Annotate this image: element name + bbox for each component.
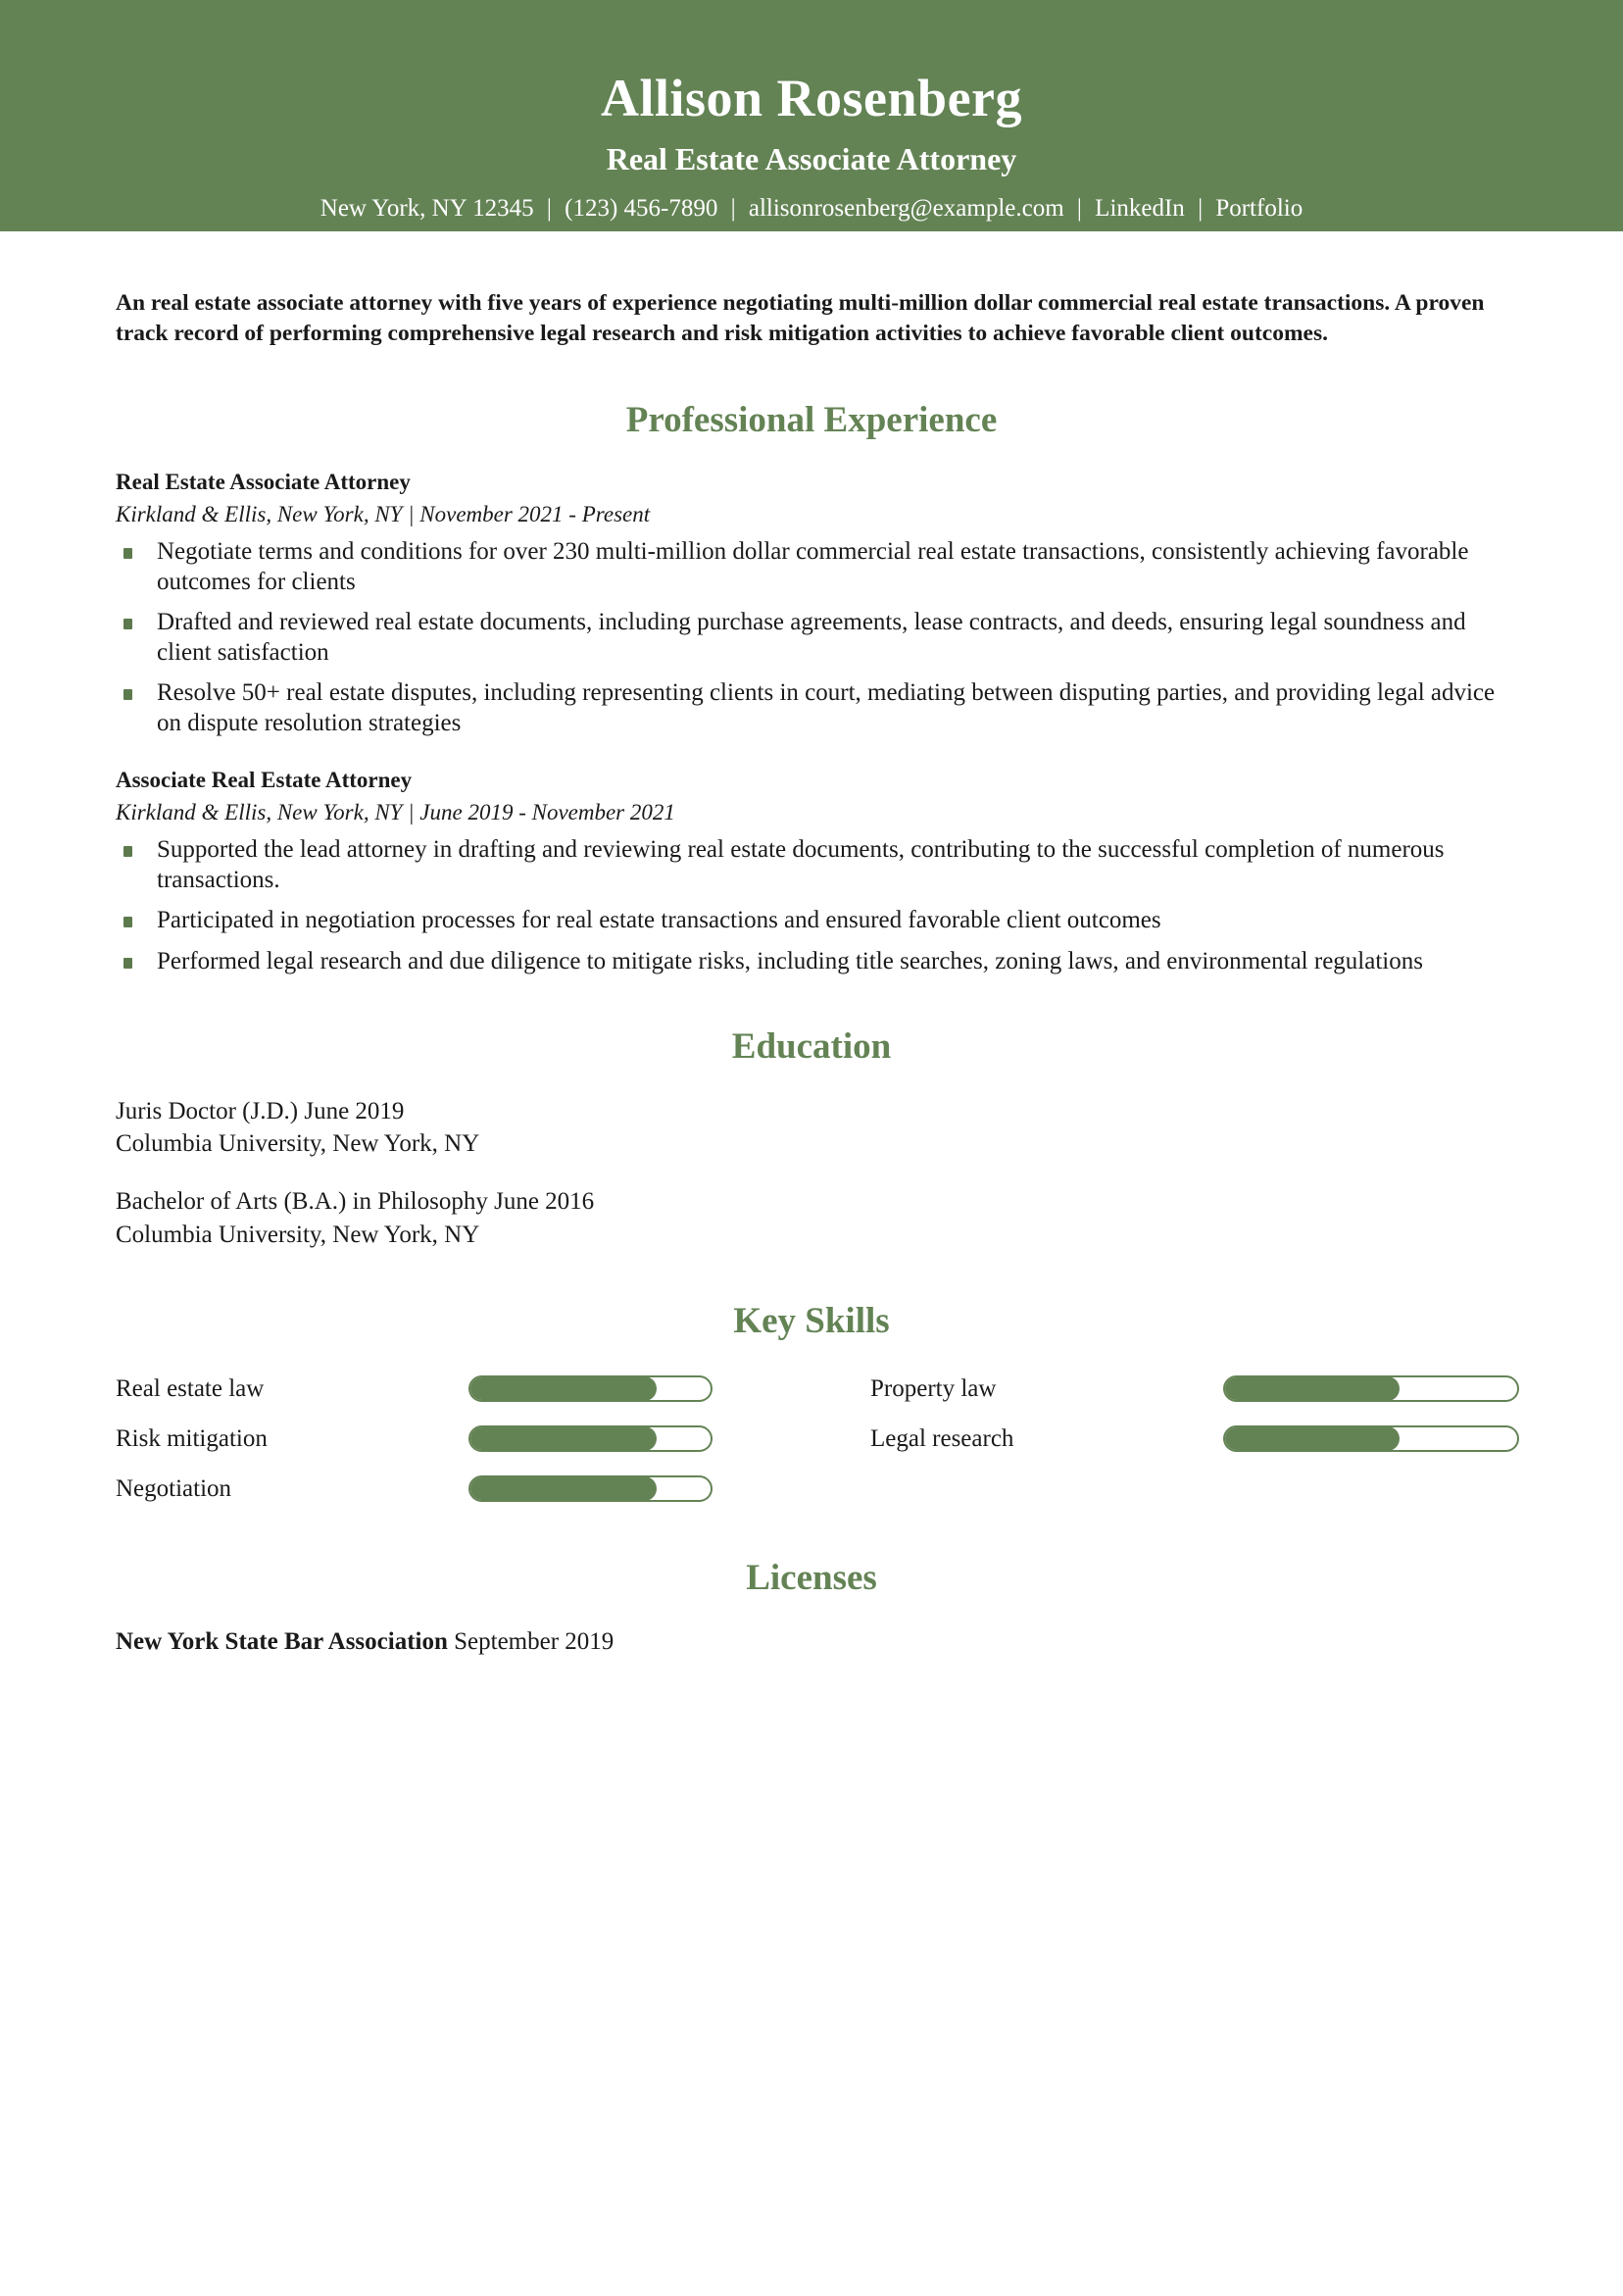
skill-label: Legal research bbox=[870, 1424, 1014, 1452]
list-item bbox=[116, 947, 1507, 977]
skill-level-fill bbox=[469, 1426, 657, 1451]
experience-company-dates: Kirkland & Ellis, New York, NY | June 2019 - November 2021 bbox=[116, 800, 675, 825]
education-degree: Juris Doctor (J.D.) June 2019 bbox=[116, 1097, 405, 1124]
skill-label: Property law bbox=[870, 1374, 997, 1402]
list-item bbox=[116, 835, 1507, 895]
skills-grid bbox=[116, 1369, 1507, 1508]
list-item bbox=[116, 608, 1507, 668]
contact-separator: | bbox=[546, 194, 552, 222]
contact-separator: | bbox=[730, 194, 736, 222]
section-title-licenses: Licenses bbox=[746, 1558, 877, 1599]
skill-label: Real estate law bbox=[116, 1374, 265, 1402]
contact-phone: (123) 456-7890 bbox=[565, 194, 718, 222]
bullet-text: Resolve 50+ real estate disputes, including representing clients in court, mediating between disputing parties, and providing legal advice on dispute resolution strategies bbox=[157, 679, 1496, 736]
contact-location: New York, NY 12345 bbox=[320, 194, 534, 222]
bullet-text: Participated in negotiation processes for real estate transactions and ensured favorable client outcomes bbox=[157, 907, 1161, 934]
resume-header bbox=[0, 0, 1623, 231]
experience-job-title: Real Estate Associate Attorney bbox=[116, 470, 411, 495]
contact-line bbox=[39, 194, 1584, 224]
skill-level-bar bbox=[468, 1425, 713, 1452]
bullet-marker-icon bbox=[123, 917, 132, 927]
education-school: Columbia University, New York, NY bbox=[116, 1130, 480, 1157]
skill-level-fill bbox=[1224, 1376, 1400, 1401]
education-degree: Bachelor of Arts (B.A.) in Philosophy June 2016 bbox=[116, 1188, 595, 1216]
bullet-marker-icon bbox=[123, 689, 132, 700]
resume-body bbox=[0, 288, 1623, 1659]
list-item bbox=[116, 906, 1507, 936]
bullet-marker-icon bbox=[123, 548, 132, 559]
education-school: Columbia University, New York, NY bbox=[116, 1221, 480, 1248]
candidate-name: Allison Rosenberg bbox=[600, 69, 1023, 127]
bullet-marker-icon bbox=[123, 958, 132, 969]
bullet-text: Drafted and reviewed real estate documents, including purchase agreements, lease contracts, and deeds, ensuring legal soundness and client satisfaction bbox=[157, 609, 1466, 666]
section-title-experience: Professional Experience bbox=[625, 399, 998, 440]
contact-portfolio-link[interactable]: Portfolio bbox=[1215, 194, 1303, 222]
license-date: September 2019 bbox=[454, 1628, 615, 1656]
professional-summary: An real estate associate attorney with five years of experience negotiating multi-million dollar commercial real estate transactions. A proven track record of performing comprehensive legal research and risk mitigation activities to achieve favorable client outcomes. bbox=[116, 290, 1485, 347]
experience-job-title: Associate Real Estate Attorney bbox=[116, 768, 413, 793]
skill-level-fill bbox=[469, 1376, 657, 1401]
section-title-education: Education bbox=[731, 1026, 892, 1068]
bullet-text: Supported the lead attorney in drafting and reviewing real estate documents, contributing to the successful completion of numerous transactions. bbox=[157, 836, 1445, 893]
license-entry bbox=[116, 1626, 1507, 1659]
skill-level-bar bbox=[1223, 1425, 1519, 1452]
experience-entry bbox=[116, 766, 1507, 976]
bullet-marker-icon bbox=[123, 619, 132, 629]
skill-label: Risk mitigation bbox=[116, 1424, 268, 1452]
list-item bbox=[116, 537, 1507, 597]
list-item bbox=[116, 678, 1507, 738]
contact-linkedin-link[interactable]: LinkedIn bbox=[1095, 194, 1185, 222]
candidate-job-title: Real Estate Associate Attorney bbox=[606, 140, 1017, 176]
section-title-skills: Key Skills bbox=[733, 1300, 890, 1341]
skill-level-bar bbox=[468, 1475, 713, 1502]
bullet-text: Negotiate terms and conditions for over 230 multi-million dollar commercial real estate transactions, consistently achieving favorable outcomes for clients bbox=[157, 538, 1469, 595]
bullet-marker-icon bbox=[123, 846, 132, 857]
experience-company-dates: Kirkland & Ellis, New York, NY | November 2021 - Present bbox=[116, 502, 651, 527]
contact-separator: | bbox=[1076, 194, 1082, 222]
skill-label: Negotiation bbox=[116, 1474, 232, 1502]
education-entry bbox=[116, 1095, 1507, 1161]
contact-email[interactable]: allisonrosenberg@example.com bbox=[748, 194, 1064, 222]
skill-level-fill bbox=[469, 1476, 657, 1501]
experience-bullet-list bbox=[116, 835, 1507, 976]
experience-bullet-list bbox=[116, 537, 1507, 738]
bullet-text: Performed legal research and due diligence to mitigate risks, including title searches, zoning laws, and environmental regulations bbox=[157, 947, 1423, 974]
experience-entry bbox=[116, 468, 1507, 738]
contact-separator: | bbox=[1198, 194, 1204, 222]
skill-level-fill bbox=[1224, 1426, 1400, 1451]
skill-level-bar bbox=[1223, 1375, 1519, 1402]
license-name: New York State Bar Association bbox=[116, 1628, 448, 1656]
education-entry bbox=[116, 1185, 1507, 1251]
skill-level-bar bbox=[468, 1375, 713, 1402]
